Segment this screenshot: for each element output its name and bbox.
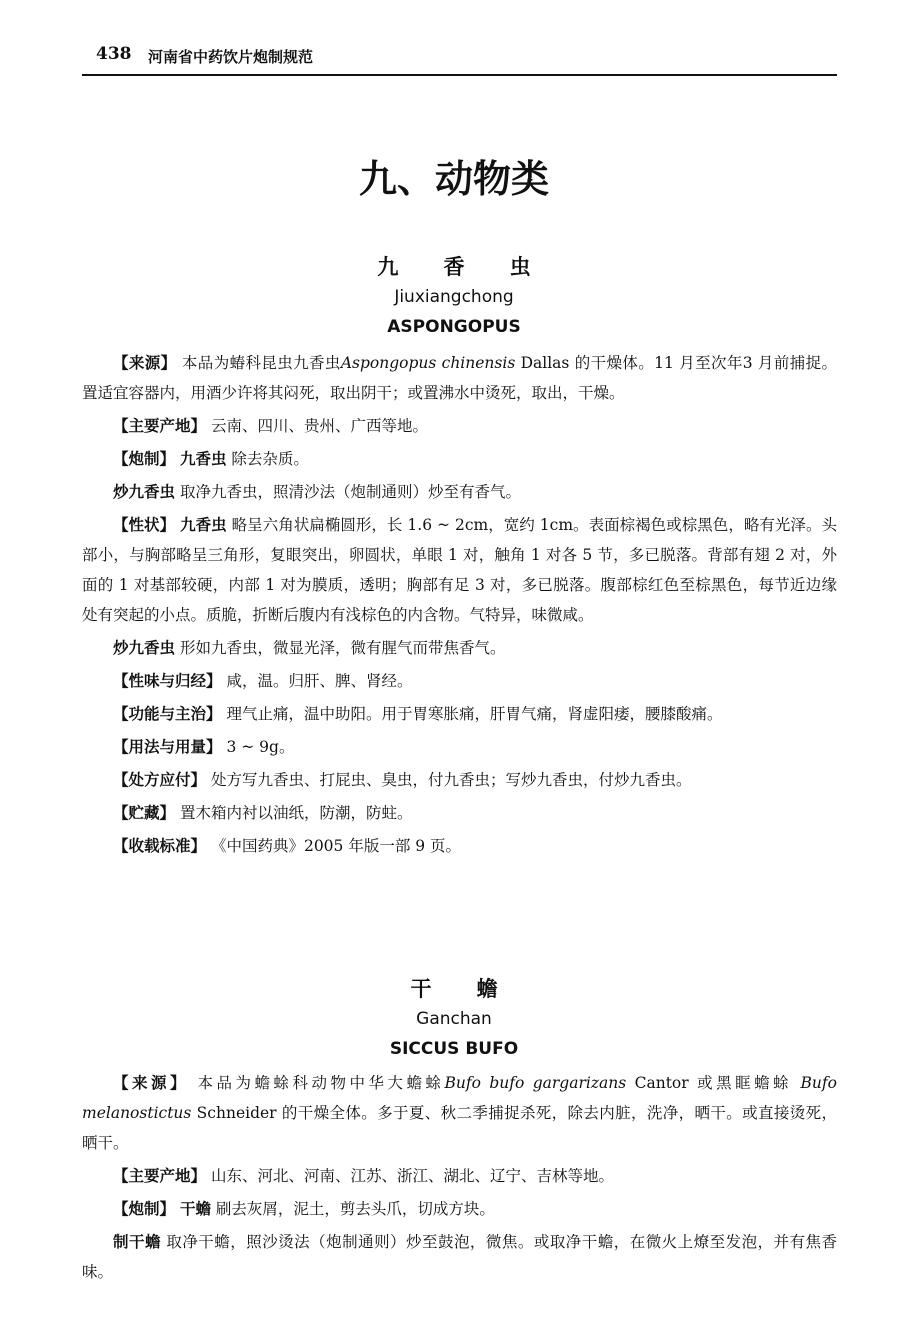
species-name: Aspongopus chinensis — [340, 354, 516, 372]
field-text: 3 ~ 9g。 — [226, 738, 295, 756]
field-tag: 【功能与主治】 — [113, 705, 222, 723]
species-name: Bufo melanostictus — [82, 1074, 837, 1122]
field-text: 本品为蟾蜍科动物中华大蟾蜍 — [197, 1074, 445, 1092]
paragraph-characteristics-fried — [82, 633, 837, 663]
field-text: 咸，温。归肝、脾、肾经。 — [226, 672, 413, 690]
field-tag: 【主要产地】 — [113, 417, 207, 435]
entry-pinyin: Jiuxiangchong — [394, 287, 514, 307]
entry-latin-name: ASPONGOPUS — [387, 317, 521, 337]
entry-heading — [0, 974, 908, 1063]
paragraph-standard — [82, 831, 837, 861]
paragraph-processing-prepared — [82, 1227, 837, 1287]
entry-name: 九 香 虫 — [377, 254, 550, 279]
paragraph-source — [82, 348, 837, 408]
field-text: 除去杂质。 — [231, 450, 309, 468]
field-text: 理气止痛，温中助阳。用于胃寒胀痛，肝胃气痛，肾虚阳痿，腰膝酸痛。 — [226, 705, 723, 723]
paragraph-origin — [82, 411, 837, 441]
field-tag: 【炮制】 — [113, 1200, 176, 1218]
field-text: 处方写九香虫、打屁虫、臭虫，付九香虫；写炒九香虫，付炒九香虫。 — [210, 771, 692, 789]
paragraph-origin — [82, 1161, 837, 1191]
paragraph-processing-fried — [82, 477, 837, 507]
field-tag: 【性状】 — [113, 516, 176, 534]
processing-term: 炒九香虫 — [113, 639, 176, 657]
section-title: 九、动物类 — [358, 156, 549, 201]
running-header — [82, 40, 837, 76]
entry-name: 干 蟾 — [410, 976, 517, 1001]
processing-term: 制干蟾 — [113, 1233, 161, 1251]
field-tag: 【收载标准】 — [113, 837, 207, 855]
field-tag: 【来源】 — [113, 1074, 190, 1092]
field-text: 本品为蝽科昆虫九香虫 — [181, 354, 341, 372]
field-tag: 【炮制】 — [113, 450, 176, 468]
processing-term: 炒九香虫 — [113, 483, 176, 501]
field-tag: 【性味与归经】 — [113, 672, 222, 690]
field-text: Cantor 或黑眶蟾蜍 — [626, 1074, 801, 1092]
field-text: 置木箱内衬以油纸，防潮，防蛀。 — [179, 804, 413, 822]
paragraph-characteristics — [82, 510, 837, 630]
field-tag: 【贮藏】 — [113, 804, 176, 822]
entry-heading — [0, 252, 908, 341]
field-text: 云南、四川、贵州、广西等地。 — [210, 417, 428, 435]
field-text: Schneider 的干燥全体。多于夏、秋二季捕捉杀死，除去内脏，洗净，晒干。或直接烫死，晒干。 — [82, 1104, 837, 1152]
field-text: 取净九香虫，照清沙法（炮制通则）炒至有香气。 — [179, 483, 521, 501]
page-number: 438 — [96, 44, 132, 64]
paragraph-dosage — [82, 732, 837, 762]
field-text: 形如九香虫，微显光泽，微有腥气而带焦香气。 — [179, 639, 506, 657]
book-title: 河南省中药饮片炮制规范 — [148, 48, 314, 66]
species-name: Bufo bufo gargarizans — [444, 1074, 627, 1092]
field-text: 山东、河北、河南、江苏、浙江、湖北、辽宁、吉林等地。 — [210, 1167, 614, 1185]
field-text: 刷去灰屑，泥土，剪去头爪，切成方块。 — [215, 1200, 495, 1218]
paragraph-source — [82, 1068, 837, 1158]
processing-term: 干蟾 — [179, 1200, 211, 1218]
entry-pinyin: Ganchan — [416, 1009, 492, 1029]
paragraph-function — [82, 699, 837, 729]
entry-latin-name: SICCUS BUFO — [389, 1039, 519, 1059]
processing-term: 九香虫 — [179, 450, 227, 468]
field-tag: 【处方应付】 — [113, 771, 207, 789]
paragraph-processing — [82, 444, 837, 474]
entry-body — [82, 348, 837, 864]
processing-term: 九香虫 — [180, 516, 227, 534]
paragraph-storage — [82, 798, 837, 828]
field-tag: 【用法与用量】 — [113, 738, 222, 756]
paragraph-nature-meridian — [82, 666, 837, 696]
field-tag: 【来源】 — [113, 354, 177, 372]
entry-body — [82, 1068, 837, 1290]
field-tag: 【主要产地】 — [113, 1167, 207, 1185]
field-text: Dallas 的干燥体。11 月至次年3 月前捕捉。置适宜容器内，用酒少许将其闷死，取出阴干；或置沸水中烫死，取出，干燥。 — [82, 354, 837, 402]
field-text: 取净干蟾，照沙烫法（炮制通则）炒至鼓泡，微焦。或取净干蟾，在微火上燎至发泡，并有焦香味。 — [82, 1233, 837, 1281]
paragraph-prescription — [82, 765, 837, 795]
paragraph-processing — [82, 1194, 837, 1224]
field-text: 《中国药典》2005 年版一部 9 页。 — [210, 837, 462, 855]
field-text: 略呈六角状扁椭圆形，长 1.6 ~ 2cm，宽约 1cm。表面棕褐色或棕黑色，略有光泽。头部小，与胸部略呈三角形，复眼突出，卵圆状，单眼 1 对，触角 1 对各 5 节，多已脱落。背部有翅 2 对，外面的 1 对基部较硬，内部 1 对为膜质，透明；胸部有足 3 对，多已脱落。腹部棕红色至棕黑色，每节近边缘处有突起的小点。质脆，折断后腹内有浅棕色的内含物。气特异，味微咸。 — [82, 516, 837, 624]
